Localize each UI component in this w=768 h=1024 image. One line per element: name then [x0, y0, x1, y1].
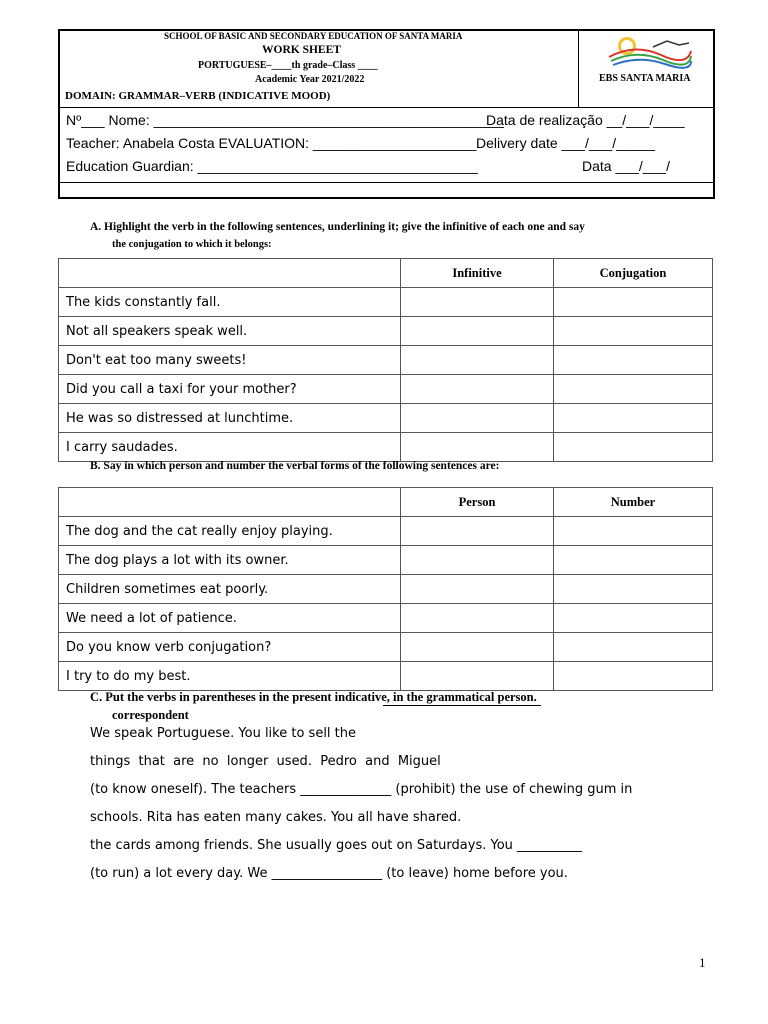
- sentence-cell: I carry saudades.: [59, 433, 401, 462]
- sentence-cell: I try to do my best.: [59, 662, 401, 691]
- worksheet-title: WORK SHEET: [262, 44, 341, 56]
- school-name: SCHOOL OF BASIC AND SECONDARY EDUCATION OF SANTA MARIA: [164, 31, 463, 41]
- exercise-line: (to run) a lot every day. We _________________ (to leave) home before you.: [90, 866, 568, 881]
- guardian-field: Education Guardian: ____________________________________: [66, 158, 478, 174]
- number-input[interactable]: [554, 575, 713, 604]
- sentence-cell: Children sometimes eat poorly.: [59, 575, 401, 604]
- delivery-date-field: Delivery date ___/___/_____: [476, 135, 656, 151]
- table-row: [59, 604, 713, 633]
- class-line: PORTUGUESE–____th grade–Class ____: [198, 60, 378, 71]
- infinitive-input[interactable]: [401, 433, 554, 462]
- sentence-cell: The dog plays a lot with its owner.: [59, 546, 401, 575]
- infinitive-input[interactable]: [401, 288, 554, 317]
- number-input[interactable]: [554, 517, 713, 546]
- table-row: [59, 433, 713, 462]
- exercise-line: things that are no longer used. Pedro and Miguel: [90, 754, 441, 769]
- logo-area: [578, 31, 714, 107]
- sentence-cell: Don't eat too many sweets!: [59, 346, 401, 375]
- section-a-instruction-2: the conjugation to which it belongs:: [112, 239, 272, 250]
- number-input[interactable]: [554, 546, 713, 575]
- conjugation-input[interactable]: [554, 433, 713, 462]
- table-header-row: [59, 259, 713, 288]
- header-cell-sentence: [59, 488, 401, 517]
- sentence-cell: We need a lot of patience.: [59, 604, 401, 633]
- academic-year: Academic Year 2021/2022: [255, 74, 365, 85]
- infinitive-input[interactable]: [401, 346, 554, 375]
- table-row: [59, 404, 713, 433]
- underline-decoration: [383, 705, 541, 706]
- header-cell-number: Number: [554, 488, 713, 517]
- exercise-line: We speak Portuguese. You like to sell the: [90, 726, 357, 741]
- header-cell-conjugation: Conjugation: [554, 259, 713, 288]
- person-input[interactable]: [401, 633, 554, 662]
- header-cell-infinitive: Infinitive: [401, 259, 554, 288]
- sentence-cell: The dog and the cat really enjoy playing.: [59, 517, 401, 546]
- exercise-line: the cards among friends. She usually goes out on Saturdays. You __________: [90, 838, 583, 853]
- conjugation-input[interactable]: [554, 288, 713, 317]
- exercise-line: (to know oneself). The teachers ______________ (prohibit) the use of chewing gum in: [90, 782, 633, 797]
- table-row: [59, 288, 713, 317]
- school-logo-icon: [605, 33, 695, 73]
- conjugation-input[interactable]: [554, 375, 713, 404]
- number-input[interactable]: [554, 633, 713, 662]
- section-c-instruction: C. Put the verbs in parentheses in the present indicative, in the grammatical person.: [90, 690, 537, 704]
- person-input[interactable]: [401, 517, 554, 546]
- person-input[interactable]: [401, 546, 554, 575]
- header-title-area: [60, 31, 578, 107]
- table-row: [59, 662, 713, 691]
- exercise-line: schools. Rita has eaten many cakes. You all have shared.: [90, 810, 462, 825]
- number-name-field: Nº___ Nome: _____________________________________________: [66, 112, 504, 128]
- table-row: [59, 575, 713, 604]
- table-row: [59, 517, 713, 546]
- table-row: [59, 346, 713, 375]
- conjugation-input[interactable]: [554, 317, 713, 346]
- number-input[interactable]: [554, 604, 713, 633]
- number-input[interactable]: [554, 662, 713, 691]
- table-row: [59, 633, 713, 662]
- date-done-field: Data de realização __/___/____: [486, 112, 685, 128]
- divider: [60, 107, 713, 108]
- section-a-instruction: A. Highlight the verb in the following sentences, underlining it; give the infinitive of each one and say: [90, 221, 585, 233]
- teacher-field: Teacher: Anabela Costa EVALUATION: _____________________: [66, 135, 477, 151]
- domain-title: DOMAIN: GRAMMAR–VERB (INDICATIVE MOOD): [65, 90, 331, 102]
- person-input[interactable]: [401, 662, 554, 691]
- page-number: 1: [699, 955, 706, 970]
- sentence-cell: He was so distressed at lunchtime.: [59, 404, 401, 433]
- infinitive-input[interactable]: [401, 404, 554, 433]
- person-input[interactable]: [401, 575, 554, 604]
- section-a-table: [58, 258, 713, 462]
- logo-text: EBS SANTA MARIA: [599, 73, 691, 84]
- header-cell-person: Person: [401, 488, 554, 517]
- sentence-cell: Do you know verb conjugation?: [59, 633, 401, 662]
- table-row: [59, 375, 713, 404]
- infinitive-input[interactable]: [401, 375, 554, 404]
- conjugation-input[interactable]: [554, 346, 713, 375]
- divider: [60, 182, 713, 183]
- conjugation-input[interactable]: [554, 404, 713, 433]
- section-b-instruction: B. Say in which person and number the verbal forms of the following sentences are:: [90, 460, 500, 472]
- table-header-row: [59, 488, 713, 517]
- section-c-instruction-2: correspondent: [112, 708, 189, 722]
- person-input[interactable]: [401, 604, 554, 633]
- table-row: [59, 546, 713, 575]
- sentence-cell: Not all speakers speak well.: [59, 317, 401, 346]
- header-box: [58, 29, 715, 199]
- header-cell-sentence: [59, 259, 401, 288]
- sentence-cell: Did you call a taxi for your mother?: [59, 375, 401, 404]
- sentence-cell: The kids constantly fall.: [59, 288, 401, 317]
- data-field: Data ___/___/: [582, 158, 670, 174]
- section-b-table: [58, 487, 713, 691]
- table-row: [59, 317, 713, 346]
- infinitive-input[interactable]: [401, 317, 554, 346]
